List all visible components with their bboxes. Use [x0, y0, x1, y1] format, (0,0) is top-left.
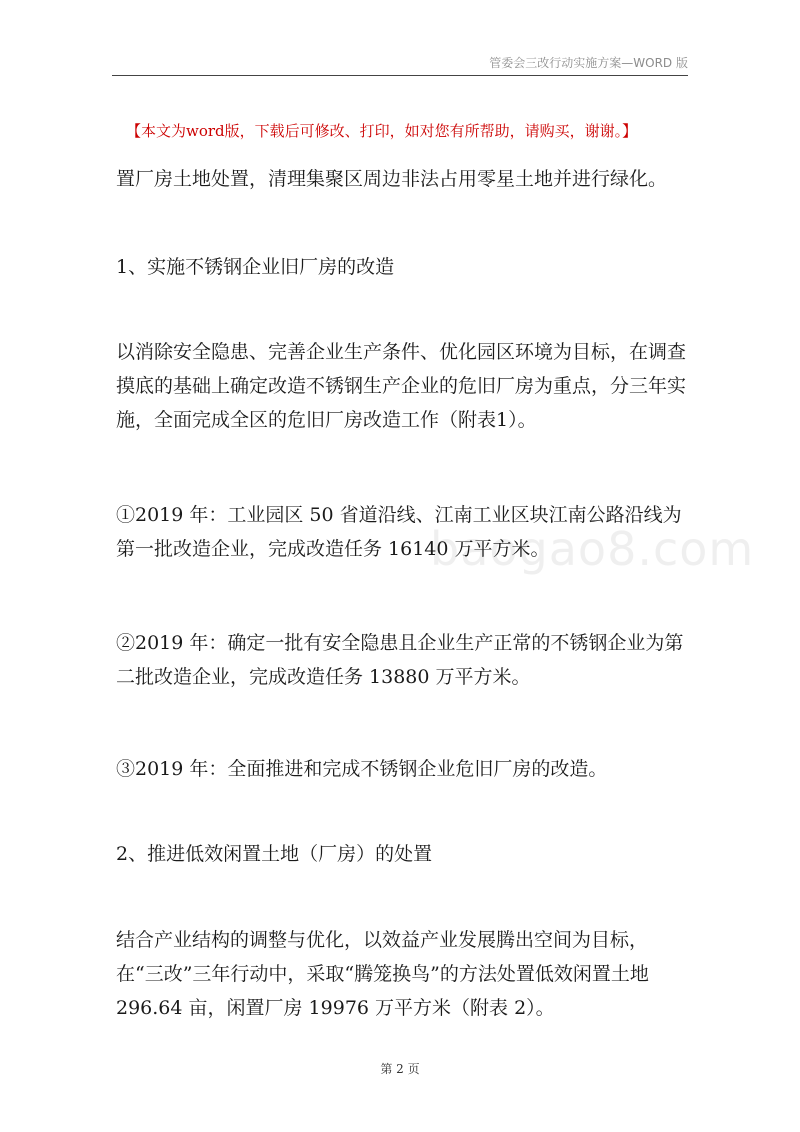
- watermark: baogao8.com: [430, 522, 755, 576]
- paragraph-phase-1: ①2019 年：工业园区 50 省道沿线、江南工业区块江南公路沿线为第一批改造企业，完成改造任务 16140 万平方米。: [116, 504, 682, 560]
- paragraph-phase-3: ③2019 年：全面推进和完成不锈钢企业危旧厂房的改造。: [116, 758, 608, 780]
- section-heading-1: 1、实施不锈钢企业旧厂房的改造: [116, 256, 395, 278]
- section-heading-2: 2、推进低效闲置土地（厂房）的处置: [116, 843, 433, 865]
- paragraph-continuation: 置厂房土地处置，清理集聚区周边非法占用零星土地并进行绿化。: [116, 168, 668, 190]
- running-header: 管委会三改行动实施方案—WORD 版: [489, 56, 688, 70]
- paragraph-phase-2: ②2019 年：确定一批有安全隐患且企业生产正常的不锈钢企业为第二批改造企业，完成改造任务 13880 万平方米。: [116, 632, 684, 688]
- page-number: 第 2 页: [380, 1062, 420, 1076]
- paragraph-land-disposal: 结合产业结构的调整与优化，以效益产业发展腾出空间为目标，在“三改”三年行动中，采取“腾笼换鸟”的方法处置低效闲置土地 296.64 亩，闲置厂房 19976 万平方米（附表 2）。: [116, 929, 649, 1019]
- paragraph-renovation-goal: 以消除安全隐患、完善企业生产条件、优化园区环境为目标，在调查摸底的基础上确定改造不锈钢生产企业的危旧厂房为重点，分三年实施，全面完成全区的危旧厂房改造工作（附表1）。: [116, 341, 687, 431]
- header-divider: [112, 75, 688, 76]
- download-notice: 【本文为word版，下载后可修改、打印，如对您有所帮助，请购买，谢谢。】: [126, 122, 638, 140]
